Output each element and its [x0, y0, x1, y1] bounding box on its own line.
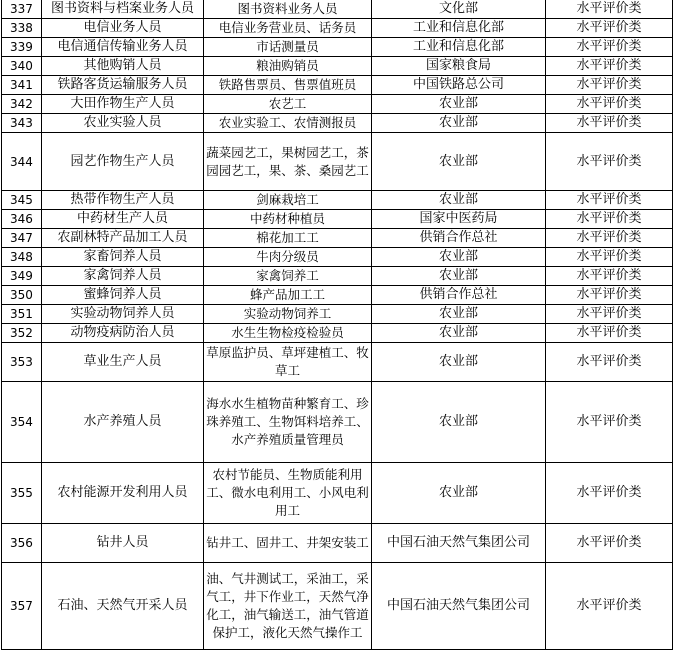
- type-cell: 水平评价类: [546, 57, 673, 76]
- table-row: [2, 95, 673, 114]
- department-cell: 工业和信息化部: [372, 38, 546, 57]
- category-cell: 农业实验人员: [42, 114, 204, 133]
- category-cell: 家禽饲养人员: [42, 267, 204, 286]
- row-number: 349: [2, 267, 42, 286]
- category-cell: 实验动物饲养人员: [42, 305, 204, 324]
- table-row: [2, 191, 673, 210]
- category-cell: 中药材生产人员: [42, 210, 204, 229]
- category-cell: 电信通信传输业务人员: [42, 38, 204, 57]
- department-cell: 农业部: [372, 305, 546, 324]
- table-row: [2, 19, 673, 38]
- department-cell: 农业部: [372, 248, 546, 267]
- category-cell: 其他购销人员: [42, 57, 204, 76]
- type-cell: 水平评价类: [546, 267, 673, 286]
- table-row: [2, 0, 673, 19]
- department-cell: 国家中医药局: [372, 210, 546, 229]
- table-row: [2, 133, 673, 191]
- department-cell: 中国石油天然气集团公司: [372, 563, 546, 650]
- type-cell: 水平评价类: [546, 382, 673, 463]
- category-cell: 园艺作物生产人员: [42, 133, 204, 191]
- row-number: 343: [2, 114, 42, 133]
- category-cell: 农村能源开发利用人员: [42, 463, 204, 524]
- category-cell: 图书资料与档案业务人员: [42, 0, 204, 19]
- row-number: 353: [2, 343, 42, 382]
- occupation-cell: 家禽饲养工: [204, 267, 372, 286]
- occupation-cell: 中药材种植员: [204, 210, 372, 229]
- occupation-cell: 蜂产品加工工: [204, 286, 372, 305]
- category-cell: 电信业务人员: [42, 19, 204, 38]
- row-number: 338: [2, 19, 42, 38]
- occupation-cell: 实验动物饲养工: [204, 305, 372, 324]
- type-cell: 水平评价类: [546, 19, 673, 38]
- department-cell: 中国石油天然气集团公司: [372, 524, 546, 563]
- type-cell: 水平评价类: [546, 524, 673, 563]
- row-number: 347: [2, 229, 42, 248]
- department-cell: 国家粮食局: [372, 57, 546, 76]
- row-number: 356: [2, 524, 42, 563]
- occupation-cell: 市话测量员: [204, 38, 372, 57]
- row-number: 352: [2, 324, 42, 343]
- table-row: [2, 76, 673, 95]
- occupation-table: [1, 0, 673, 650]
- row-number: 357: [2, 563, 42, 650]
- occupation-cell: 图书资料业务人员: [204, 0, 372, 19]
- occupation-cell: 蔬菜园艺工，果树园艺工，茶园园艺工，果、茶、桑园艺工: [204, 133, 372, 191]
- row-number: 354: [2, 382, 42, 463]
- type-cell: 水平评价类: [546, 463, 673, 524]
- category-cell: 热带作物生产人员: [42, 191, 204, 210]
- type-cell: 水平评价类: [546, 248, 673, 267]
- department-cell: 农业部: [372, 267, 546, 286]
- row-number: 348: [2, 248, 42, 267]
- type-cell: 水平评价类: [546, 210, 673, 229]
- type-cell: 水平评价类: [546, 114, 673, 133]
- department-cell: 农业部: [372, 95, 546, 114]
- occupation-cell: 粮油购销员: [204, 57, 372, 76]
- department-cell: 文化部: [372, 0, 546, 19]
- row-number: 337: [2, 0, 42, 19]
- table-row: [2, 382, 673, 463]
- occupation-cell: 棉花加工工: [204, 229, 372, 248]
- department-cell: 农业部: [372, 463, 546, 524]
- type-cell: 水平评价类: [546, 343, 673, 382]
- row-number: 339: [2, 38, 42, 57]
- occupation-cell: 水生生物检疫检验员: [204, 324, 372, 343]
- occupation-cell: 农村节能员、生物质能利用工、微水电利用工、小风电利用工: [204, 463, 372, 524]
- category-cell: 大田作物生产人员: [42, 95, 204, 114]
- occupation-cell: 剑麻栽培工: [204, 191, 372, 210]
- category-cell: 石油、天然气开采人员: [42, 563, 204, 650]
- row-number: 351: [2, 305, 42, 324]
- row-number: 342: [2, 95, 42, 114]
- table-row: [2, 286, 673, 305]
- row-number: 345: [2, 191, 42, 210]
- department-cell: 供销合作总社: [372, 286, 546, 305]
- category-cell: 家畜饲养人员: [42, 248, 204, 267]
- type-cell: 水平评价类: [546, 229, 673, 248]
- category-cell: 铁路客货运输服务人员: [42, 76, 204, 95]
- occupation-cell: 电信业务营业员、话务员: [204, 19, 372, 38]
- category-cell: 蜜蜂饲养人员: [42, 286, 204, 305]
- table-row: [2, 463, 673, 524]
- row-number: 341: [2, 76, 42, 95]
- row-number: 340: [2, 57, 42, 76]
- department-cell: 农业部: [372, 114, 546, 133]
- department-cell: 中国铁路总公司: [372, 76, 546, 95]
- type-cell: 水平评价类: [546, 286, 673, 305]
- table-row: [2, 38, 673, 57]
- department-cell: 农业部: [372, 343, 546, 382]
- category-cell: 农副林特产品加工人员: [42, 229, 204, 248]
- type-cell: 水平评价类: [546, 95, 673, 114]
- occupation-cell: 海水水生植物苗种繁育工、珍珠养殖工、生物饵料培养工、水产养殖质量管理员: [204, 382, 372, 463]
- category-cell: 水产养殖人员: [42, 382, 204, 463]
- department-cell: 农业部: [372, 324, 546, 343]
- occupation-cell: 钻井工、固井工、井架安装工: [204, 524, 372, 563]
- row-number: 350: [2, 286, 42, 305]
- occupation-cell: 草原监护员、草坪建植工、牧草工: [204, 343, 372, 382]
- table-row: [2, 267, 673, 286]
- row-number: 346: [2, 210, 42, 229]
- occupation-cell: 农业实验工、农情测报员: [204, 114, 372, 133]
- table-row: [2, 210, 673, 229]
- table-row: [2, 114, 673, 133]
- type-cell: 水平评价类: [546, 563, 673, 650]
- table-row: [2, 324, 673, 343]
- occupation-cell: 牛肉分级员: [204, 248, 372, 267]
- table-row: [2, 524, 673, 563]
- category-cell: 钻井人员: [42, 524, 204, 563]
- category-cell: 动物疫病防治人员: [42, 324, 204, 343]
- type-cell: 水平评价类: [546, 0, 673, 19]
- type-cell: 水平评价类: [546, 133, 673, 191]
- category-cell: 草业生产人员: [42, 343, 204, 382]
- department-cell: 工业和信息化部: [372, 19, 546, 38]
- occupation-cell: 油、气井测试工，采油工，采气工，井下作业工，天然气净化工，油气输送工，油气管道保护工，液化天然气操作工: [204, 563, 372, 650]
- table-row: [2, 343, 673, 382]
- type-cell: 水平评价类: [546, 191, 673, 210]
- department-cell: 供销合作总社: [372, 229, 546, 248]
- type-cell: 水平评价类: [546, 324, 673, 343]
- type-cell: 水平评价类: [546, 38, 673, 57]
- occupation-cell: 农艺工: [204, 95, 372, 114]
- department-cell: 农业部: [372, 191, 546, 210]
- table-row: [2, 57, 673, 76]
- type-cell: 水平评价类: [546, 305, 673, 324]
- occupation-cell: 铁路售票员、售票值班员: [204, 76, 372, 95]
- department-cell: 农业部: [372, 382, 546, 463]
- type-cell: 水平评价类: [546, 76, 673, 95]
- table-row: [2, 229, 673, 248]
- table-row: [2, 563, 673, 650]
- table-row: [2, 305, 673, 324]
- department-cell: 农业部: [372, 133, 546, 191]
- row-number: 355: [2, 463, 42, 524]
- table-row: [2, 248, 673, 267]
- row-number: 344: [2, 133, 42, 191]
